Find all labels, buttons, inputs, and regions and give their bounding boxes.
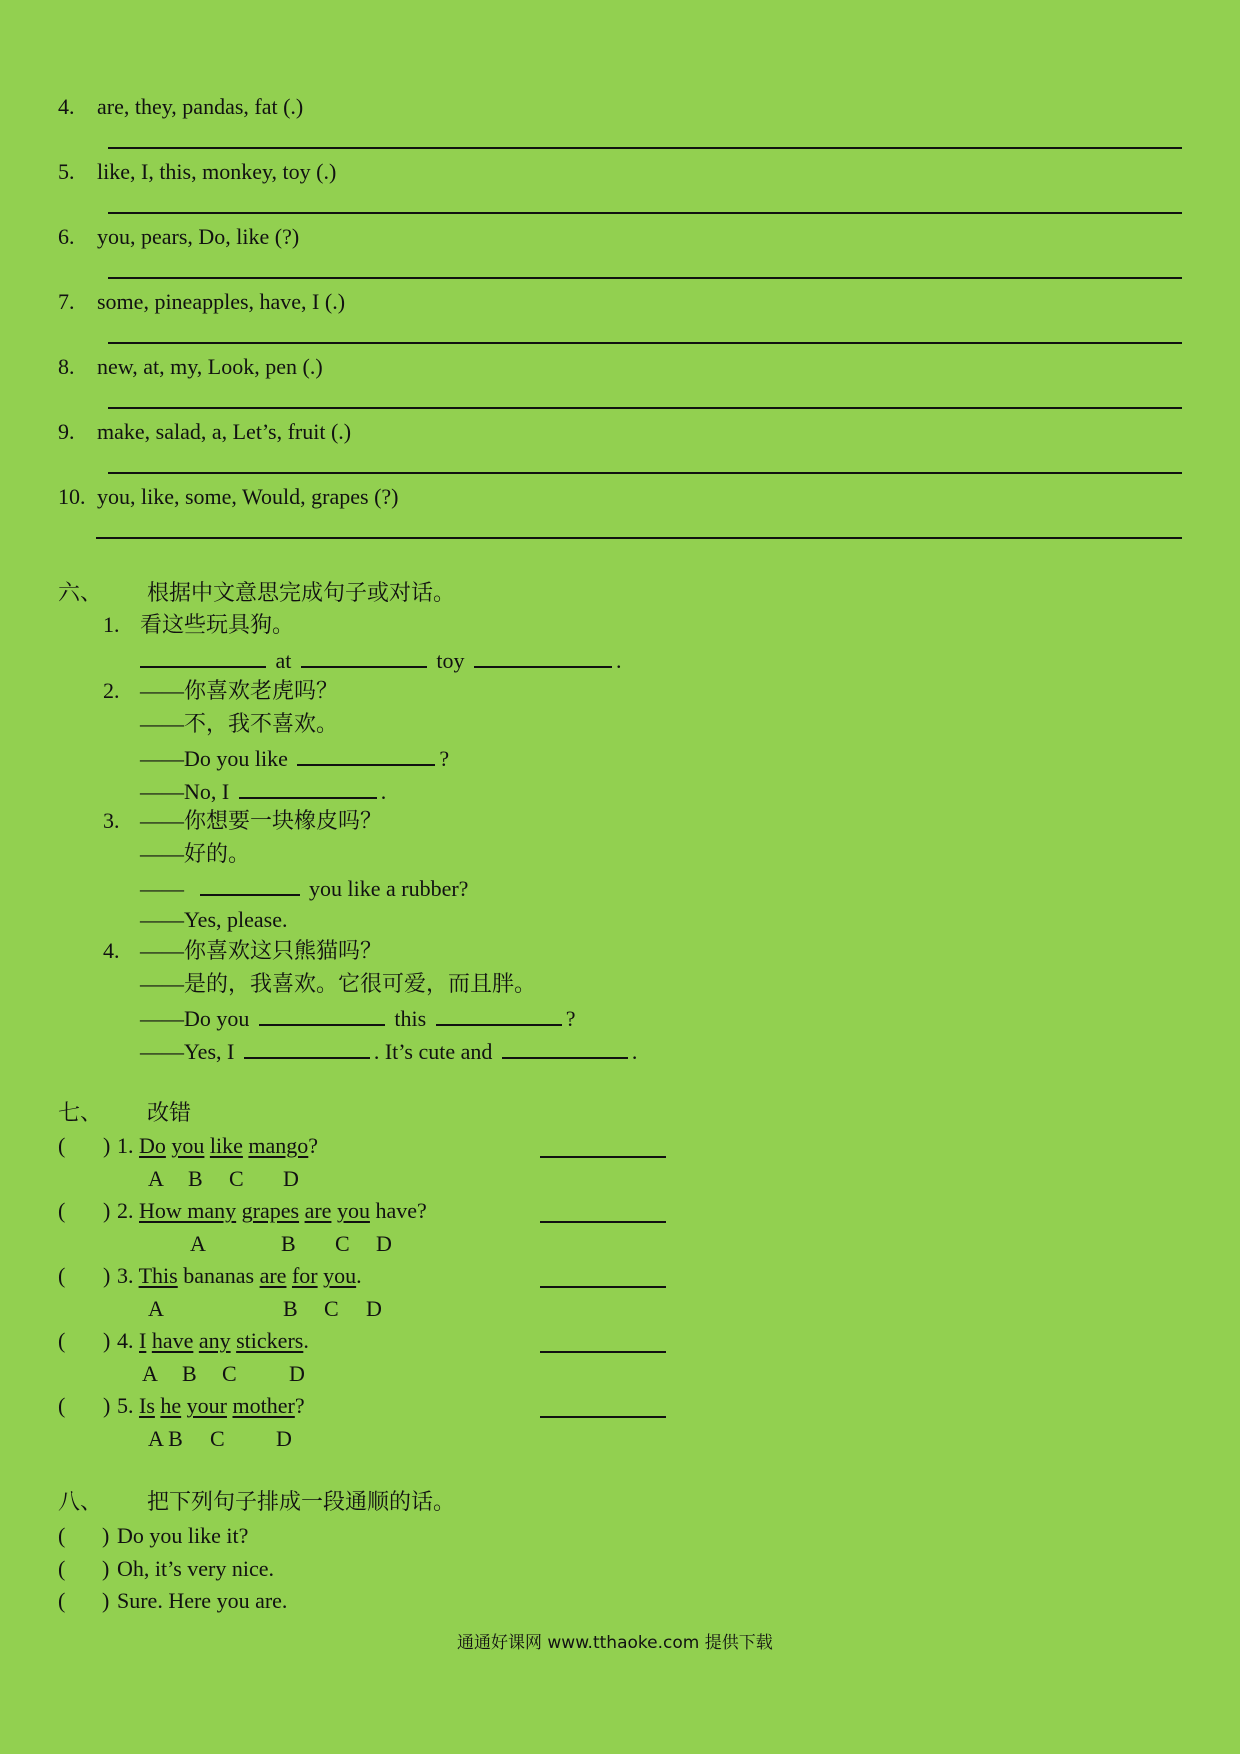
answer-paren-open[interactable]: ( [58, 1328, 66, 1353]
dialogue-english: —— you like a rubber? [140, 876, 469, 901]
dialogue-chinese: ——是的，我喜欢。它很可爱，而且胖。 [140, 971, 537, 996]
blank-field[interactable] [244, 1037, 370, 1059]
correction-line[interactable] [540, 1156, 666, 1158]
answer-paren-close: ) [103, 1328, 111, 1353]
blank-field[interactable] [301, 646, 427, 668]
answer-paren-open[interactable]: ( [58, 1133, 66, 1158]
option-label: A [190, 1231, 206, 1256]
item-words: you, pears, Do, like (?) [97, 224, 300, 249]
item-words: like, I, this, monkey, toy (.) [97, 159, 337, 184]
section-marker: 六、 [58, 580, 103, 605]
option-label: C [229, 1166, 244, 1191]
answer-paren-close: ) [103, 1198, 111, 1223]
blank-field[interactable] [474, 646, 612, 668]
dialogue-english: ——Do you like ? [140, 746, 450, 771]
option-label: D [376, 1231, 392, 1256]
footer-text: 通通好课网 www.tthaoke.com 提供下载 [457, 1633, 773, 1653]
error-sentence: 3. This bananas are for you. [117, 1263, 362, 1288]
answer-paren-close: ) [102, 1588, 110, 1613]
item-number: 9. [58, 419, 75, 444]
answer-line[interactable] [108, 342, 1182, 344]
item-words: you, like, some, Would, grapes (?) [97, 484, 399, 509]
error-sentence: 4. I have any stickers. [117, 1328, 309, 1353]
option-label: B [182, 1361, 197, 1386]
answer-line[interactable] [108, 472, 1182, 474]
answer-line[interactable] [108, 147, 1182, 149]
blank-field[interactable] [259, 1004, 385, 1026]
sentence-item: Sure. Here you are. [117, 1588, 288, 1613]
sentence-item: Oh, it’s very nice. [117, 1556, 275, 1581]
correction-line[interactable] [540, 1221, 666, 1223]
error-sentence: 5. Is he your mother? [117, 1393, 305, 1418]
option-label: B [281, 1231, 296, 1256]
dialogue-english: ——Yes, I . It’s cute and . [140, 1039, 638, 1064]
dialogue-chinese: ——你喜欢这只熊猫吗？ [140, 938, 383, 963]
answer-paren-open[interactable]: ( [58, 1523, 66, 1548]
question-number: 3. [103, 808, 120, 833]
correction-line[interactable] [540, 1351, 666, 1353]
answer-paren-open[interactable]: ( [58, 1198, 66, 1223]
section-marker: 七、 [58, 1100, 103, 1125]
question-number: 2. [103, 678, 120, 703]
option-label: A [142, 1361, 158, 1386]
option-label: A [148, 1166, 164, 1191]
blank-field[interactable] [436, 1004, 562, 1026]
answer-paren-open[interactable]: ( [58, 1263, 66, 1288]
section-title: 把下列句子排成一段通顺的话。 [147, 1489, 456, 1514]
error-sentence: 1. Do you like mango? [117, 1133, 319, 1158]
section-title: 改错 [147, 1100, 192, 1125]
option-label: D [283, 1166, 299, 1191]
blank-field[interactable] [297, 744, 435, 766]
blank-field[interactable] [140, 646, 266, 668]
item-number: 5. [58, 159, 75, 184]
dialogue-english: ——No, I . [140, 779, 387, 804]
item-number: 8. [58, 354, 75, 379]
option-label: B [188, 1166, 203, 1191]
dialogue-english: ——Do you this ? [140, 1006, 576, 1031]
answer-line[interactable] [96, 537, 1182, 539]
dialogue-chinese: ——你想要一块橡皮吗？ [140, 808, 383, 833]
sentence-item: Do you like it? [117, 1523, 249, 1548]
option-label: A B [148, 1426, 183, 1451]
item-number: 10. [58, 484, 86, 509]
dialogue-chinese: ——不，我不喜欢。 [140, 711, 339, 736]
answer-paren-open[interactable]: ( [58, 1588, 66, 1613]
item-words: make, salad, a, Let’s, fruit (.) [97, 419, 352, 444]
answer-paren-close: ) [102, 1556, 110, 1581]
dialogue-chinese: ——好的。 [140, 841, 251, 866]
option-label: D [289, 1361, 305, 1386]
item-number: 6. [58, 224, 75, 249]
fill-sentence: at toy . [140, 646, 622, 674]
option-label: B [283, 1296, 298, 1321]
item-words: are, they, pandas, fat (.) [97, 94, 304, 119]
item-number: 4. [58, 94, 75, 119]
answer-paren-close: ) [103, 1133, 111, 1158]
question-number: 4. [103, 938, 120, 963]
item-words: new, at, my, Look, pen (.) [97, 354, 323, 379]
dialogue-chinese: ——你喜欢老虎吗？ [140, 678, 339, 703]
option-label: C [222, 1361, 237, 1386]
option-label: C [335, 1231, 350, 1256]
option-label: D [276, 1426, 292, 1451]
answer-paren-close: ) [103, 1263, 111, 1288]
dialogue-english: ——Yes, please. [140, 907, 288, 932]
answer-paren-open[interactable]: ( [58, 1393, 66, 1418]
answer-paren-open[interactable]: ( [58, 1556, 66, 1581]
section-title: 根据中文意思完成句子或对话。 [147, 580, 456, 605]
correction-line[interactable] [540, 1416, 666, 1418]
question-number: 1. [103, 612, 120, 637]
correction-line[interactable] [540, 1286, 666, 1288]
answer-line[interactable] [108, 212, 1182, 214]
option-label: D [366, 1296, 382, 1321]
option-label: C [324, 1296, 339, 1321]
blank-field[interactable] [502, 1037, 628, 1059]
blank-field[interactable] [239, 777, 377, 799]
blank-field[interactable] [200, 874, 300, 896]
error-sentence: 2. How many grapes are you have? [117, 1198, 427, 1223]
answer-line[interactable] [108, 407, 1182, 409]
item-number: 7. [58, 289, 75, 314]
answer-paren-close: ) [102, 1523, 110, 1548]
question-chinese: 看这些玩具狗。 [140, 612, 295, 637]
answer-line[interactable] [108, 277, 1182, 279]
section-marker: 八、 [58, 1489, 103, 1514]
option-label: A [148, 1296, 164, 1321]
answer-paren-close: ) [103, 1393, 111, 1418]
option-label: C [210, 1426, 225, 1451]
item-words: some, pineapples, have, I (.) [97, 289, 346, 314]
